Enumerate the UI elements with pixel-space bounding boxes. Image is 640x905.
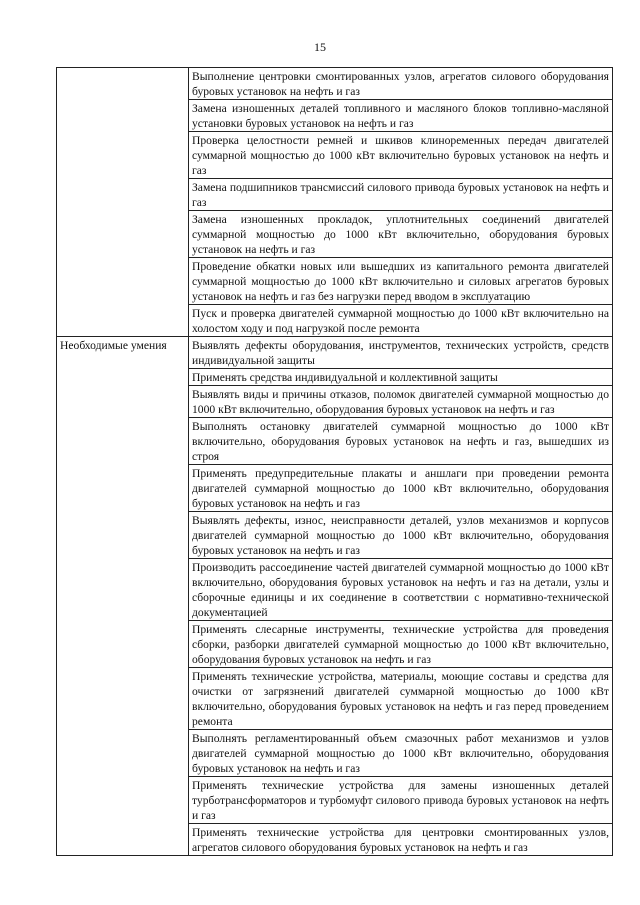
table-row [57, 68, 613, 100]
table-cell: Проверка целостности ремней и шкивов клиноременных передач двигателей суммарной мощностью до 1000 кВт включительно буровых установок на нефть и газ [189, 132, 613, 179]
table-row [57, 337, 613, 369]
section-label-cell [57, 68, 189, 337]
table-cell: Выполнять регламентированный объем смазочных работ механизмов и узлов двигателей суммарной мощностью до 1000 кВт включительно, оборудования буровых установок на нефть и газ [189, 730, 613, 777]
table-cell: Замена изношенных прокладок, уплотнительных соединений двигателей суммарной мощностью до 1000 кВт включительно, оборудования буровых установок на нефть и газ [189, 211, 613, 258]
table-cell: Проведение обкатки новых или вышедших из капитального ремонта двигателей суммарной мощностью до 1000 кВт включительно и силовых агрегатов буровых установок на нефть и газ без нагрузки перед вводом в эксплуатацию [189, 258, 613, 305]
table-cell: Применять технические устройства для замены изношенных деталей турботрансформаторов и турбомуфт силового привода буровых установок на нефть и газ [189, 777, 613, 824]
table-cell: Применять средства индивидуальной и коллективной защиты [189, 369, 613, 386]
table-cell: Производить рассоединение частей двигателей суммарной мощностью до 1000 кВт включительно, оборудования буровых установок на нефть и газ на детали, узлы и сборочные единицы и их соединение в соответствии с нормативно-технической документацией [189, 559, 613, 621]
section-label-skills: Необходимые умения [57, 337, 189, 856]
table-cell: Применять слесарные инструменты, технические устройства для проведения сборки, разборки двигателей суммарной мощностью до 1000 кВт включительно, оборудования буровых установок на нефть и газ [189, 621, 613, 668]
table-cell: Пуск и проверка двигателей суммарной мощностью до 1000 кВт включительно на холостом ходу и под нагрузкой после ремонта [189, 305, 613, 337]
table-cell: Выявлять дефекты оборудования, инструментов, технических устройств, средств индивидуальной защиты [189, 337, 613, 369]
table-cell: Выполнять остановку двигателей суммарной мощностью до 1000 кВт включительно, оборудования буровых установок на нефть и газ, вышедших из строя [189, 418, 613, 465]
table-cell: Применять предупредительные плакаты и аншлаги при проведении ремонта двигателей суммарной мощностью до 1000 кВт включительно, оборудования буровых установок на нефть и газ [189, 465, 613, 512]
requirements-table [56, 67, 613, 856]
table-cell: Применять технические устройства для центровки смонтированных узлов, агрегатов силового оборудования буровых установок на нефть и газ [189, 824, 613, 856]
table-cell: Применять технические устройства, материалы, моющие составы и средства для очистки от загрязнений двигателей суммарной мощностью до 1000 кВт включительно, оборудования буровых установок на нефть и газ перед проведением ремонта [189, 668, 613, 730]
table-cell: Замена подшипников трансмиссий силового привода буровых установок на нефть и газ [189, 179, 613, 211]
table-cell: Выполнение центровки смонтированных узлов, агрегатов силового оборудования буровых установок на нефть и газ [189, 68, 613, 100]
table-cell: Выявлять виды и причины отказов, поломок двигателей суммарной мощностью до 1000 кВт включительно, оборудования буровых установок на нефть и газ [189, 386, 613, 418]
table-cell: Замена изношенных деталей топливного и масляного блоков топливно-масляной установки буровых установок на нефть и газ [189, 100, 613, 132]
table-cell: Выявлять дефекты, износ, неисправности деталей, узлов механизмов и корпусов двигателей суммарной мощностью до 1000 кВт включительно, оборудования буровых установок на нефть и газ [189, 512, 613, 559]
page-number: 15 [314, 40, 326, 54]
